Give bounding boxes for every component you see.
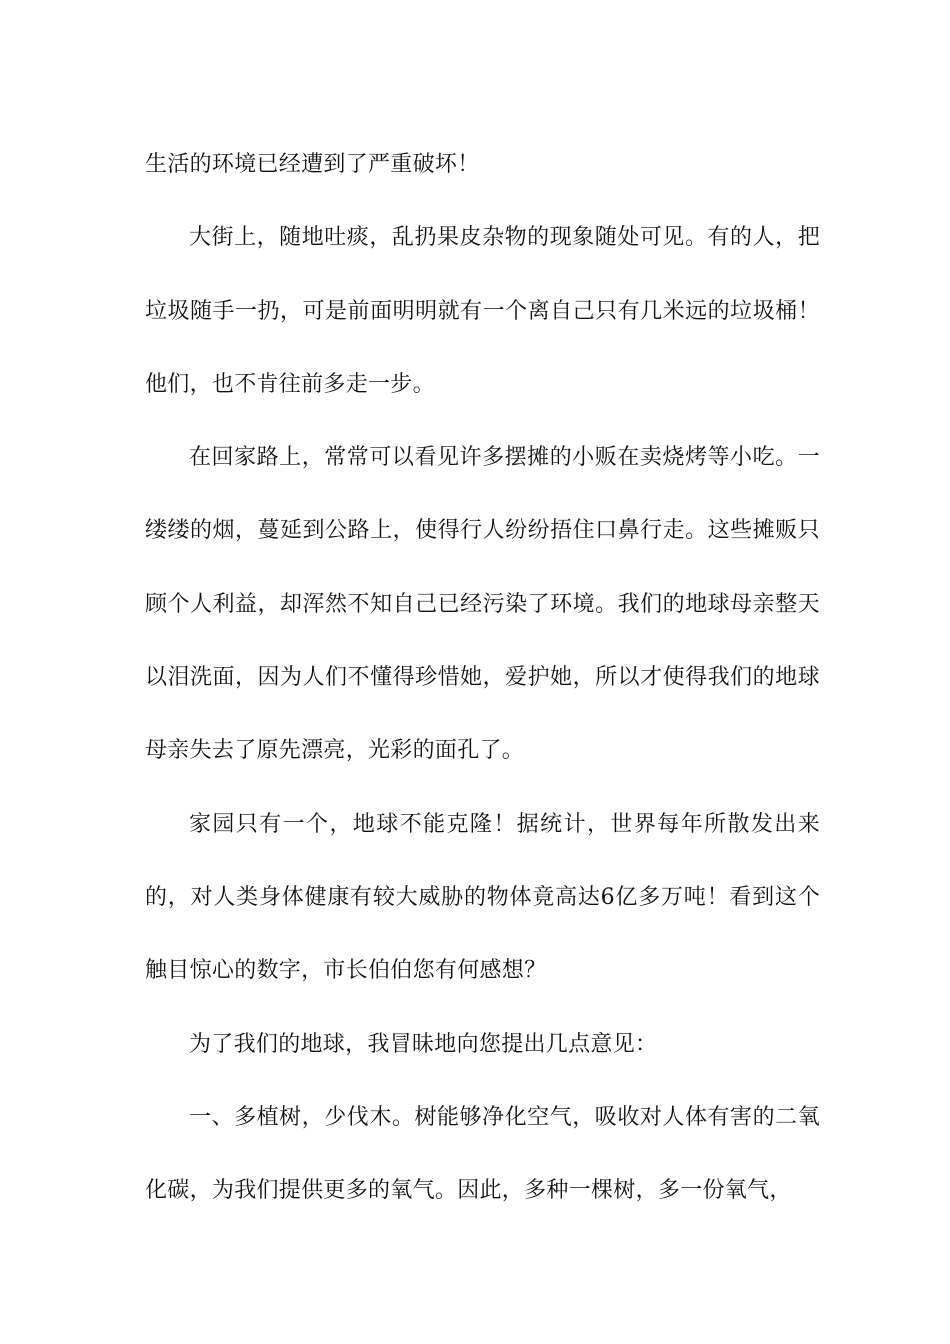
- paragraph-5: 为了我们的地球，我冒昧地向您提出几点意见：: [189, 1031, 658, 1057]
- paragraph-6: 一、多植树，少伐木。树能够净化空气，吸收对人体有害的二氧化碳，为我们提供更多的氧气。因此，多种一棵树，多一份氧气，: [145, 1104, 820, 1204]
- paragraph-1: 生活的环境已经遭到了严重破坏！: [145, 152, 480, 177]
- document-body: [145, 128, 820, 1227]
- paragraph-4: 家园只有一个，地球不能克隆！据统计，世界每年所散发出来的，对人类身体健康有较大威胁的物体竟高达6亿多万吨！看到这个触目惊心的数字，市长伯伯您有何感想？: [145, 811, 820, 984]
- paragraph-3: 在回家路上，常常可以看见许多摆摊的小贩在卖烧烤等小吃。一缕缕的烟，蔓延到公路上，使得行人纷纷捂住口鼻行走。这些摊贩只顾个人利益，却浑然不知自己已经污染了环境。我们的地球母亲整天以泪洗面，因为人们不懂得珍惜她，爱护她，所以才使得我们的地球母亲失去了原先漂亮，光彩的面孔了。: [145, 445, 820, 764]
- paragraph-2: 大街上，随地吐痰，乱扔果皮杂物的现象随处可见。有的人，把垃圾随手一扔，可是前面明明就有一个离自己只有几米远的垃圾桶！他们，也不肯往前多走一步。: [145, 225, 820, 397]
